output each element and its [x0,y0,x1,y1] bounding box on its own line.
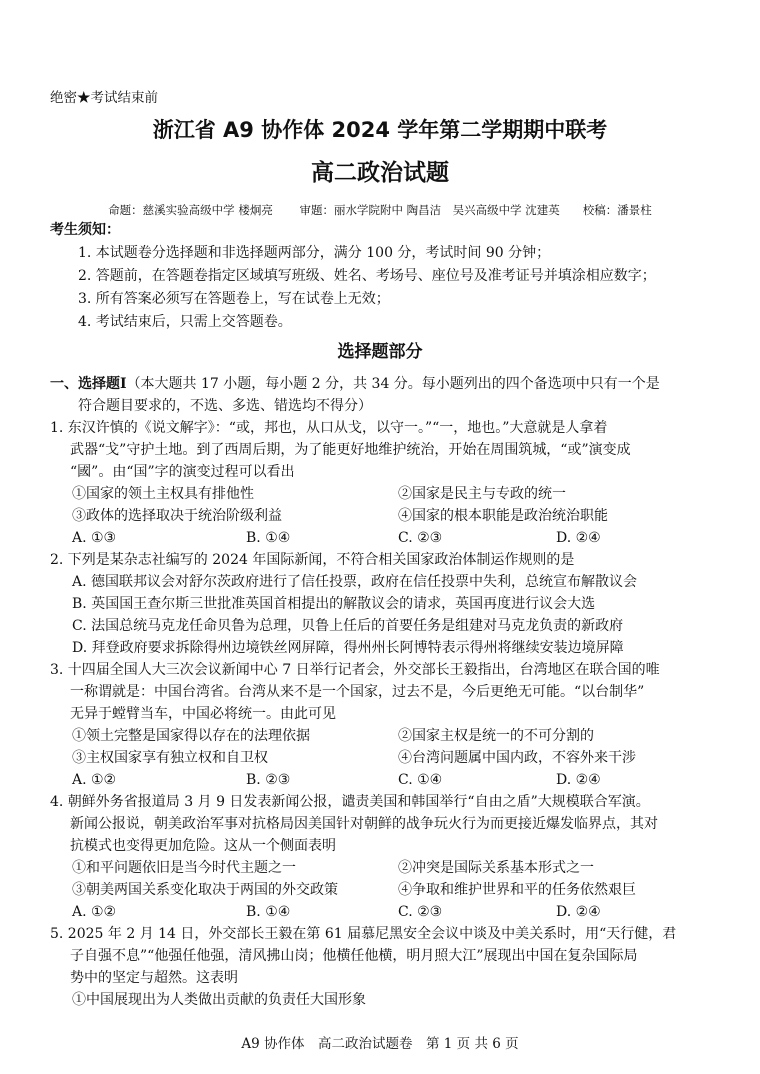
question-1-statement: ③政体的选择取决于统治阶级利益 [72,508,282,524]
question-4-statement: ②冲突是国际关系基本形式之一 [398,860,594,876]
notice-item: 3. 所有答案必须写在答题卷上，写在试卷上无效； [78,291,390,307]
question-2-choice: D. 拜登政府要求拆除得州边境铁丝网屏障，得州州长阿博特表示得州将继续安装边境屏障 [72,640,624,656]
notice-item: 1. 本试题卷分选择题和非选择题两部分，满分 100 分，考试时间 90 分钟； [78,245,551,261]
question-3-option: B. ②③ [246,772,291,788]
question-1-option: D. ②④ [556,530,601,546]
notice-item: 2. 答题前，在答题卷指定区域填写班级、姓名、考场号、座位号及准考证号并填涂相应数字； [78,268,656,284]
part1-label: 一、选择题Ⅰ [50,376,127,392]
notice-item: 4. 考试结束后，只需上交答题卷。 [78,314,292,330]
question-3-statement: ②国家主权是统一的不可分割的 [398,728,594,744]
question-4-option: A. ①② [72,904,117,920]
question-5-stem: 5. 2025 年 2 月 14 日，外交部长王毅在第 61 届慕尼黑安全会议中谈及中美关系时，用“天行健，君 [50,926,677,942]
secret-mark: 绝密★考试结束前 [50,90,158,106]
part1-desc-cont: 符合题目要求的，不选、多选、错选均不得分） [78,398,372,414]
page-footer: A9 协作体 高二政治试题卷 第 1 页 共 6 页 [241,1036,519,1052]
question-4-stem: 新闻公报说，朝美政治军事对抗格局因美国针对朝鲜的战争玩火行为而更接近爆发临界点，其对 [70,816,658,832]
question-1-option: C. ②③ [398,530,443,546]
question-2-stem: 2. 下列是某杂志社编写的 2024 年国际新闻，不符合相关国家政治体制运作规则的是 [50,552,575,568]
exam-title: 浙江省 A9 协作体 2024 学年第二学期期中联考 [152,118,608,142]
question-3-stem: 一称谓就是：中国台湾省。台湾从来不是一个国家，过去不是，今后更绝无可能。“以台制华” [70,684,645,700]
question-4-option: B. ①④ [246,904,291,920]
question-2-choice: A. 德国联邦议会对舒尔茨政府进行了信任投票，政府在信任投票中失利，总统宣布解散议会 [72,574,638,590]
question-1-statement: ②国家是民主与专政的统一 [398,486,566,502]
question-1-statement: ①国家的领土主权具有排他性 [72,486,254,502]
question-1-statement: ④国家的根本职能是政治统治职能 [398,508,608,524]
question-3-statement: ①领土完整是国家得以存在的法理依据 [72,728,310,744]
question-4-option: C. ②③ [398,904,443,920]
question-3-option: C. ①④ [398,772,443,788]
question-2-choice: B. 英国国王查尔斯三世批准英国首相提出的解散议会的请求，英国再度进行议会大选 [72,596,596,612]
section-title: 选择题部分 [337,342,423,362]
question-4-stem: 4. 朝鲜外务省报道局 3 月 9 日发表新闻公报，谴责美国和韩国举行“自由之盾”大规模联合军演。 [50,794,650,810]
notice-heading: 考生须知： [50,222,120,238]
subject-title: 高二政治试题 [311,160,449,186]
question-4-statement: ④争取和维护世界和平的任务依然艰巨 [398,882,636,898]
question-5-statement: ①中国展现出为人类做出贡献的负责任大国形象 [72,992,366,1008]
question-1-stem: 1. 东汉许慎的《说文解字》：“或，邦也，从口从戈，以守一。”“一，地也。”大意就是人拿着 [50,420,608,436]
question-3-option: D. ②④ [556,772,601,788]
question-3-statement: ③主权国家享有独立权和自卫权 [72,750,268,766]
question-4-option: D. ②④ [556,904,601,920]
question-1-stem: 武器“戈”守护土地。到了西周后期，为了能更好地维护统治，开始在周围筑城，“或”演变成 [70,442,631,458]
question-1-option: A. ①③ [72,530,117,546]
question-5-stem: 子自强不息”“他强任他强，清风拂山岗；他横任他横，明月照大江”展现出中国在复杂国际局 [70,948,638,964]
question-3-option: A. ①② [72,772,117,788]
question-3-statement: ④台湾问题属中国内政，不容外来干涉 [398,750,636,766]
question-1-option: B. ①④ [246,530,291,546]
staff-line: 命题：慈溪实验高级中学 楼炯亮 审题：丽水学院附中 陶昌洁 吴兴高级中学 沈建英 校稿：潘景柱 [108,203,652,217]
question-3-stem: 3. 十四届全国人大三次会议新闻中心 7 日举行记者会，外交部长王毅指出，台湾地区在联合国的唯 [50,662,660,678]
question-5-stem: 势中的坚定与超然。这表明 [70,970,238,986]
question-4-statement: ①和平问题依旧是当今时代主题之一 [72,860,296,876]
question-4-statement: ③朝美两国关系变化取决于两国的外交政策 [72,882,338,898]
part1-header [50,374,660,394]
question-1-stem: “國”。由“国”字的演变过程可以看出 [70,464,295,480]
question-2-choice: C. 法国总统马克龙任命贝鲁为总理，贝鲁上任后的首要任务是组建对马克龙负责的新政府 [72,618,624,634]
part1-desc: （本大题共 17 小题，每小题 2 分，共 34 分。每小题列出的四个备选项中只有一个是 [126,376,660,392]
question-3-stem: 无异于螳臂当车，中国必将统一。由此可见 [70,706,336,722]
question-4-stem: 抗模式也变得更加危险。这从一个侧面表明 [70,838,336,854]
